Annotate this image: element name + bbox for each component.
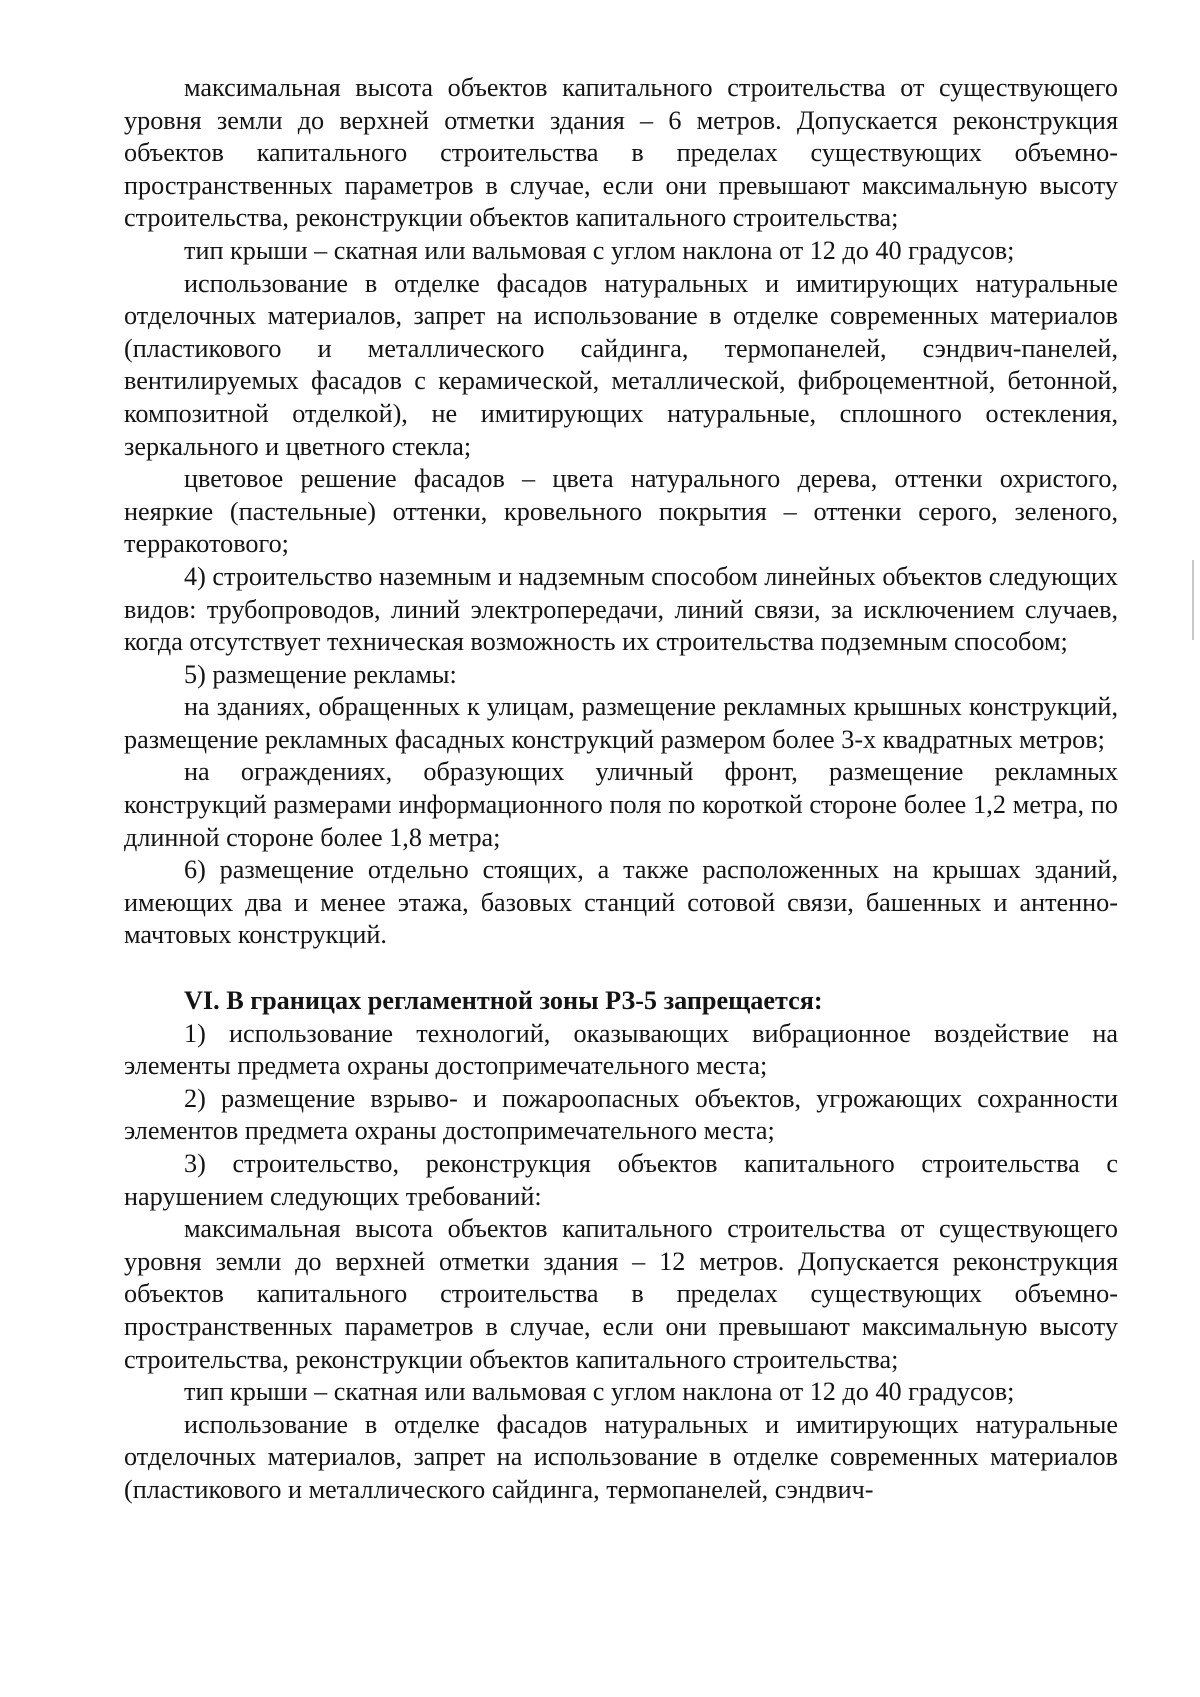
paragraph: 5) размещение рекламы: [184, 659, 457, 689]
paragraph: на ограждениях, образующих уличный фронт, размещение рекламных конструкций размерами информационного поля по короткой стороне более 1,2 метра, по длинной стороне более 1,8 метра; [124, 757, 1118, 852]
paragraph: 2) размещение взрыво- и пожароопасных объектов, угрожающих сохранности элементов предмета охраны достопримечательного места; [124, 1083, 1118, 1146]
paragraph: 3) строительство, реконструкция объектов капитального строительства с нарушением следующих требований: [124, 1149, 1118, 1211]
paragraph: 1) использование технологий, оказывающих вибрационное воздействие на элементы предмета охраны достопримечательного места; [124, 1018, 1118, 1081]
paragraph: цветовое решение фасадов – цвета натурального дерева, оттенки охристого, неяркие (пастельные) оттенки, кровельного покрытия – оттенки серого, зеленого, терракотового; [124, 464, 1118, 559]
section-heading: VI. В границах регламентной зоны РЗ-5 запрещается: [184, 986, 823, 1016]
paragraph: тип крыши – скатная или вальмовая с углом наклона от 12 до 40 градусов; [184, 1377, 1015, 1407]
paragraph: использование в отделке фасадов натуральных и имитирующих натуральные отделочных материалов, запрет на использование в отделке современных материалов (пластикового и металлического сайдинга, термопанелей, сэндвич- [124, 1409, 1118, 1504]
document-page [124, 72, 1118, 1507]
paragraph: максимальная высота объектов капитального строительства от существующего уровня земли до верхней отметки здания – 6 метров. Допускается реконструкция объектов капитального строительства в пределах существующих объемно-пространственных параметров в случае, если они превышают максимальную высоту строительства, реконструкции объектов капитального строительства; [124, 73, 1118, 233]
paragraph: 6) размещение отдельно стоящих, а также расположенных на крышах зданий, имеющих два и менее этажа, базовых станций сотовой связи, башенных и антенно- мачтовых конструкций. [124, 855, 1118, 950]
paragraph: 4) строительство наземным и надземным способом линейных объектов следующих видов: трубопроводов, линий электропередачи, линий связи, за исключением случаев, когда отсутствует техническая возможность их строительства подземным способом; [124, 561, 1118, 657]
paragraph: на зданиях, обращенных к улицам, размещение рекламных крышных конструкций, размещение рекламных фасадных конструкций размером более 3-х квадратных метров; [124, 692, 1118, 754]
scan-edge-mark [1192, 560, 1194, 640]
paragraph: максимальная высота объектов капитального строительства от существующего уровня земли до верхней отметки здания – 12 метров. Допускается реконструкция объектов капитального строительства в пределах существующих объемно-пространственных параметров в случае, если они превышают максимальную высоту строительства, реконструкции объектов капитального строительства; [124, 1214, 1118, 1374]
paragraph: тип крыши – скатная или вальмовая с углом наклона от 12 до 40 градусов; [184, 235, 1015, 265]
paragraph: использование в отделке фасадов натуральных и имитирующих натуральные отделочных материалов, запрет на использование в отделке современных материалов (пластикового и металлического сайдинга, термопанелей, сэндвич-панелей, вентилируемых фасадов с керамической, металлической, фиброцементной, бетонной, композитной отделкой), не имитирующих натуральные, сплошного остекления, зеркального и цветного стекла; [124, 268, 1118, 461]
